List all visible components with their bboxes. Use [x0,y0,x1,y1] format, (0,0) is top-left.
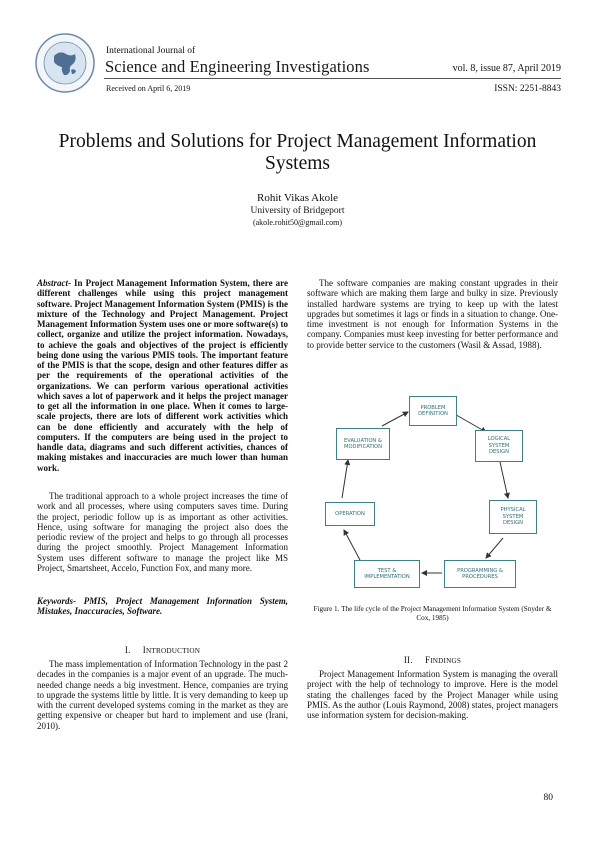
abstract-text: - In Project Management Information System, there are different challenges while using this project management software. Project Management Information System (PMIS) is the mixture of the Technology and Project Management. Project Management Information System uses one or more software(s) to collect, organize and utilize the project information. Nowadays, to achieve the goals and objectives of the project is efficiently being done using the various PMIS tools. The important feature of the PMIS is that the scope, design and other features differ as per the requirements of the operational activities of the organizations. We can perform various operational activities which saves a lot of paperwork and it helps the project manager to get all the information in one place. When it comes to large-scale projects, there are lots of different work activities which can be done efficiently and accurately with the help of computers. If the computers are being used in the project to handle data, diagrams and such different activities, chances of making mistakes and inaccuracies are much lower than human work. [37,278,288,473]
section-rest: INDINGS [430,657,462,665]
page-number: 80 [543,793,553,803]
section-number: II. [403,655,413,665]
section-first-letter: I [142,645,146,655]
node-evaluation-modification: EVALUATION & MODIFICATION [336,428,390,460]
paper-title: Problems and Solutions for Project Management Information Systems [58,131,537,174]
section-rest: NTRODUCTION [146,647,201,655]
journal-name-line2: Science and Engineering Investigations [105,57,370,76]
abstract [37,278,288,473]
arrow-7 [382,412,408,426]
header-divider [104,78,561,79]
introduction-paragraph: The mass implementation of Information Technology in the past 2 decades in the companies is a major event of an upgrade. The much-needed change needs a big investment. Hence, companies are trying to upgrade the systems little by little. It is very demanding to keep up with the current developed systems coming in the market as they are getting expensive or cheaper but hard to implement and use (Irani, 2010). [37,659,288,731]
section-number: I. [124,645,131,655]
author-name: Rohit Vikas Akole [256,192,339,204]
node-operation: OPERATION [325,502,375,526]
author-email: (akole.rohit50@gmail.com) [252,218,343,227]
figure-caption: Figure 1. The life cycle of the Project Management Information System (Snyder & Cox, 1985) [313,605,552,622]
journal-name-line1: International Journal of [106,46,196,56]
node-test-implementation: TEST & IMPLEMENTATION [354,560,420,588]
node-programming-procedures: PROGRAMMING & PROCEDURES [444,560,516,588]
keywords-label: Keywords [37,596,73,606]
issn: ISSN: 2251-8843 [494,84,561,94]
issue-info: vol. 8, issue 87, April 2019 [452,63,561,74]
arrow-6 [342,460,348,498]
section-first-letter: F [424,655,431,665]
journal-seal-logo [34,32,96,94]
received-date: Received on April 6, 2019 [106,84,191,93]
right-column-paragraph: The software companies are making constant upgrades in their software which are making them large and bulky in size. Previously installed hardware systems are trying to keep up with the latest upgrades but sometimes it lags or finds in a situation to change. One-time investment is not enough for Information Systems in the company. Companies must keep investing for better performance and to provide better service to the customers (Wasil & Assad, 1988). [307,278,558,350]
pmis-lifecycle-diagram [320,390,550,600]
node-problem-definition: PROBLEM DEFINITION [409,396,457,426]
section-heading-introduction [37,645,288,655]
node-physical-system-design: PHYSICAL SYSTEM DESIGN [489,500,537,534]
abstract-label: Abstract [37,278,69,288]
arrow-2 [500,462,508,498]
arrow-5 [344,530,360,560]
node-logical-system-design: LOGICAL SYSTEM DESIGN [475,430,523,462]
arrow-3 [486,538,503,558]
section-heading-findings [307,655,558,665]
abstract-paragraph-2: The traditional approach to a whole project increases the time of work and all processes, where using computers saves time. During the project, periodic follow up is as important as other activities. Hence, using software for managing the project also does the periodic review of the project and helps to go through all processes during the project smoothly. Project Management Information System uses different software to manage the project like MS Project, Smartsheet, Accelo, Function Fox, and many more. [37,491,288,573]
findings-paragraph: Project Management Information System is managing the overall project with the help of technology to improve. Here is the model stating the challenges faced by the Project Manager while using PMIS. As the author (Louis Raymond, 2008) states, project managers use information system for decision-making. [307,669,558,720]
keywords [37,596,288,617]
author-affiliation: University of Bridgeport [250,206,345,216]
keywords-text: - PMIS, Project Management Information System, Mistakes, Inaccuracies, Software. [37,596,288,617]
